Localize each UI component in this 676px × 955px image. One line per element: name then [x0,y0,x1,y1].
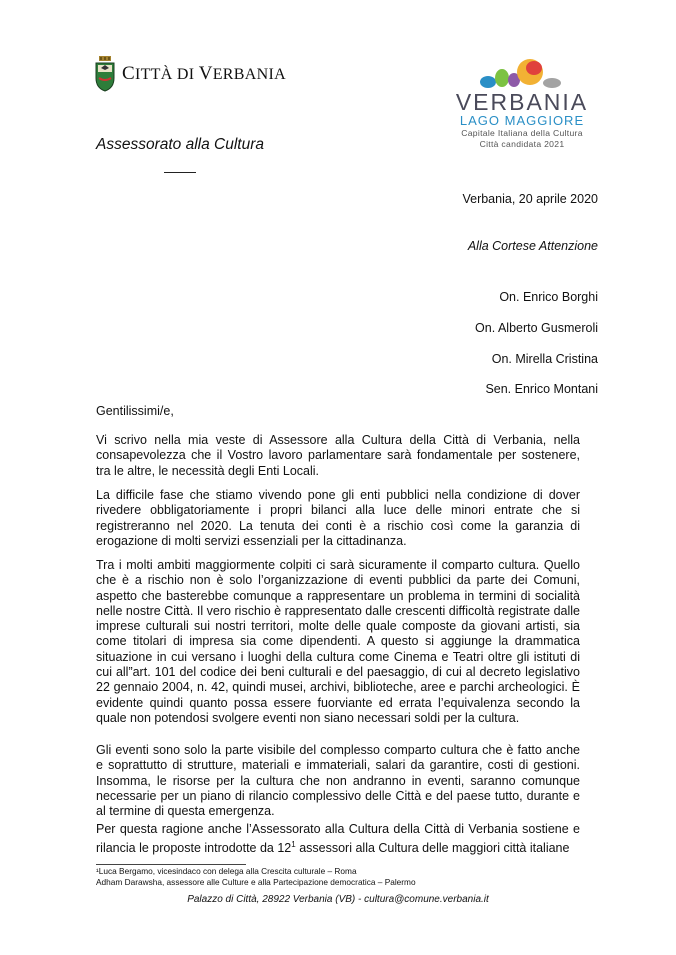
footnote-2: Adham Darawsha, assessore alle Culture e alla Partecipazione democratica – Palermo [96,877,416,887]
city-logo [94,56,286,92]
footnote-ref: 1 [291,840,296,850]
recipient-1: On. Enrico Borghi [499,290,598,304]
coat-of-arms-icon [94,56,116,92]
recipient-3: On. Mirella Cristina [491,352,598,366]
paragraph-2: La difficile fase che stiamo vivendo pone gli enti pubblici nella condizione di dover rivedere obbligatoriamente i propri bilanci alla luce delle minori entrate che si registreranno nel 2020. La tenuta dei conti è a rischio così come la garanzia di erogazione di molti servizi essenziali per la cittadinanza. [96,488,580,548]
page-footer: Palazzo di Città, 28922 Verbania (VB) - cultura@comune.verbania.it [187,894,489,905]
footnotes [96,866,416,888]
letter-date: Verbania, 20 aprile 2020 [462,192,598,206]
brand-line2: LAGO MAGGIORE [459,113,585,128]
brand-line1: VERBANIA [455,89,589,115]
paragraph-1: Vi scrivo nella mia veste di Assessore alla Cultura della Città di Verbania, nella consapevolezza che il Vostro lavoro parlamentare sarà fondamentale per sostenere, tra le altre, le necessità degli Enti Locali. [96,433,580,478]
paragraph-4: Gli eventi sono solo la parte visibile del complesso comparto cultura che è fatto anche e soprattutto di strutture, materiali e immateriali, salari da garantire, costi di gestioni. Insomma, le risorse per la cultura che non andranno in eventi, saranno comunque necessarie per un piano di rilancio complessivo delle Città e del paese tutto, durante e al termine di questa emergenza. [96,743,580,819]
brand-line3: Capitale Italiana della Cultura [461,128,583,138]
salutation: Gentilissimi/e, [96,404,174,418]
recipient-4: Sen. Enrico Montani [485,382,598,396]
paragraph-3: Tra i molti ambiti maggiormente colpiti ci sarà sicuramente il comparto cultura. Quello che è a rischio non è solo l’organizzazione di eventi pubblici da parte dei Comuni, aspetto che basterebbe comunque a rappresentare un problema in termini di socialità nelle nostre Città. Il vero rischio è rappresentato dalle crescenti difficoltà registrate dalle imprese culturali sui nostri territori, molte delle quale composte da giovani artisti, sia come titolari di impresa sia come dipendenti. A questo si aggiunge la drammatica situazione in cui versano i luoghi della cultura come Cinema e Teatri oltre gli istituti di cui all”art. 101 del codice dei beni culturali e del paesaggio, di cui al decreto legislativo 22 gennaio 2004, n. 42, quindi musei, archivi, biblioteche, aree e parchi archeologici. È evidente quindi quanto possa essere fuorviante ed errata l’equivalenza secondo la quale non potendosi svolgere eventi non siano necessari soldi per la cultura. [96,558,580,725]
attention-line: Alla Cortese Attenzione [467,239,598,253]
department-title: Assessorato alla Cultura [96,136,264,153]
paragraph-5: Per questa ragione anche l’Assessorato alla Cultura della Città di Verbania sostiene e rilancia le proposte introdotte da $12^1$ assessori alla Cultura delle maggiori città italiane [96,822,580,856]
footnote-divider [96,864,246,865]
pebbles-logo-icon [452,58,592,92]
recipient-2: On. Alberto Gusmeroli [475,321,598,335]
divider [164,172,196,173]
footnote-1: ¹Luca Bergamo, vicesindaco con delega alla Crescita culturale – Roma [96,866,357,876]
city-name: CITTÀ DI VERBANIA [122,63,286,84]
brand-line4: Città candidata 2021 [479,139,565,149]
